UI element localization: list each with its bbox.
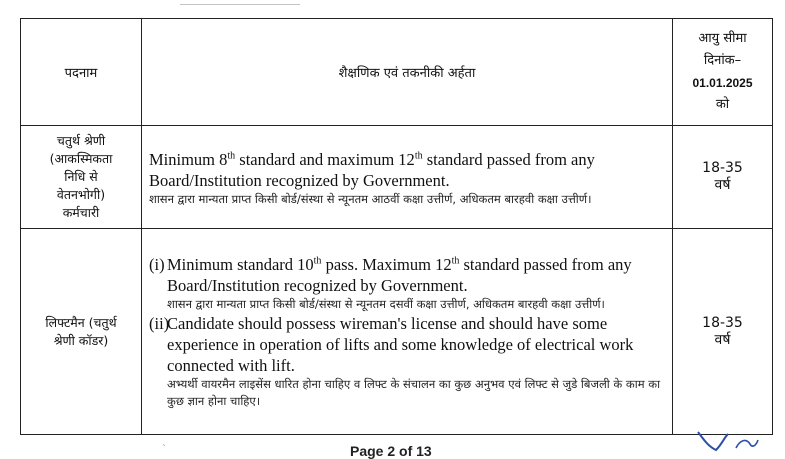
age-unit: वर्ष <box>714 331 731 348</box>
eligibility-table <box>20 18 773 435</box>
qualification-cell <box>142 229 673 435</box>
stray-mark: ` <box>162 444 167 455</box>
header-post: पदनाम <box>21 19 142 126</box>
post-name-cell <box>21 229 142 435</box>
table-row <box>21 229 773 435</box>
post-line: लिफ्टमैन (चतुर्थ <box>45 314 117 330</box>
header-age-line2: दिनांक– <box>703 53 742 68</box>
qualification-english: Minimum standard 10th pass. Maximum 12th standard passed from any Board/Institution recognized by Government. <box>167 254 632 295</box>
qualification-hindi: अभ्यर्थी वायरमैन लाइसेंस धारित होना चाहिए व लिफ्ट के संचालन का कुछ अनुभव एवं लिफ्ट से जुडे बिजली के काम का कुछ ज्ञान होना चाहिए। <box>167 376 661 408</box>
page-number: Page 2 of 13 <box>350 443 432 459</box>
age-unit: वर्ष <box>714 177 731 193</box>
qualification-item-2 <box>149 313 666 410</box>
qualification-item-1 <box>149 254 666 313</box>
post-line: चतुर्थ श्रेणी <box>56 133 106 148</box>
qualification-english: Minimum 8th standard and maximum 12th standard passed from any Board/Institution recognized by Government. <box>149 149 595 190</box>
post-name-cell <box>21 126 142 229</box>
item-label: (ii) <box>149 313 170 333</box>
post-line: (आकस्मिकता <box>49 151 113 166</box>
post-line: वेतनभोगी) <box>56 187 106 202</box>
signature-mark <box>690 430 760 453</box>
table-header-row <box>21 19 773 126</box>
header-age-line4: को <box>715 97 730 112</box>
post-line: श्रेणी कॉडर) <box>53 332 109 348</box>
qualification-hindi: शासन द्वारा मान्यता प्राप्त किसी बोर्ड/संस्था से न्यूनतम आठवीं कक्षा उत्तीर्ण, अधिकतम बारहवी कक्षा उत्तीर्ण। <box>149 191 592 206</box>
header-qualification: शैक्षणिक एवं तकनीकी अर्हता <box>142 19 673 126</box>
header-age-limit <box>673 19 773 126</box>
post-line: कर्मचारी <box>62 205 100 220</box>
qualification-hindi: शासन द्वारा मान्यता प्राप्त किसी बोर्ड/संस्था से न्यूनतम दसवीं कक्षा उत्तीर्ण, अधिकतम बारहवी कक्षा उत्तीर्ण। <box>167 296 605 311</box>
post-line: निधि से <box>64 169 98 184</box>
item-label: (i) <box>149 254 165 274</box>
age-cell <box>673 126 773 229</box>
top-rule <box>180 0 300 5</box>
age-range: 18-35 <box>702 314 743 331</box>
age-cell <box>673 229 773 435</box>
header-age-line1: आयु सीमा <box>698 31 747 46</box>
age-range: 18-35 <box>702 160 743 176</box>
header-age-date: 01.01.2025 <box>692 76 753 90</box>
table-row <box>21 126 773 229</box>
qualification-english: Candidate should possess wireman's license and should have some experience in operation of lifts and some knowledge of electrical work connected with lift. <box>167 313 634 375</box>
qualification-cell <box>142 126 673 229</box>
